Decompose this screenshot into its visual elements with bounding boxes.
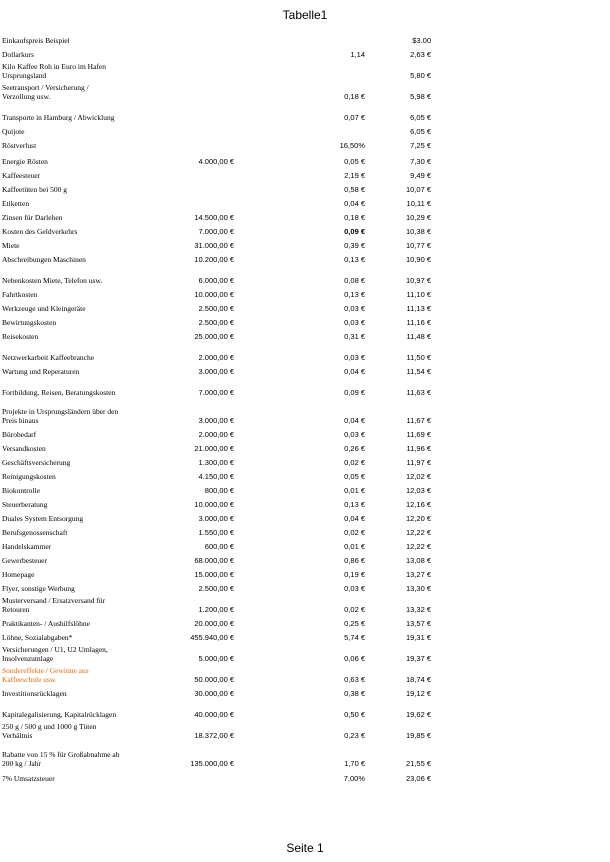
row-per-kilo: 0,04 € <box>344 199 365 208</box>
row-amount: 600,00 € <box>204 542 234 551</box>
row-running-total: 11,96 € <box>406 444 431 453</box>
row-label: Bewirtungskosten <box>2 317 57 327</box>
row-per-kilo: 0,18 € <box>344 213 365 222</box>
table-row <box>0 124 610 138</box>
table-row <box>0 700 610 721</box>
table-row <box>0 644 610 665</box>
table-row <box>0 224 610 238</box>
row-running-total: 13,32 € <box>405 605 431 614</box>
row-per-kilo: 0,02 € <box>344 528 365 537</box>
row-running-total: 21,55 € <box>405 759 431 768</box>
table-row <box>0 103 610 124</box>
table-row <box>0 61 610 82</box>
row-amount: 135.000,00 € <box>190 759 234 768</box>
table-row <box>0 252 610 266</box>
row-label: Fahrtkosten <box>2 289 38 299</box>
row-amount: 7.000,00 € <box>198 388 234 397</box>
row-label: Projekte in Ursprungsländern über den Preis hinaus <box>2 407 119 425</box>
row-per-kilo: 0,25 € <box>344 619 365 628</box>
row-label: Energie Rösten <box>2 156 48 166</box>
row-label: Dollarkurs <box>2 49 35 59</box>
row-label: Einkaufspreis Beispiel <box>2 35 70 45</box>
row-per-kilo: 0,09 € <box>344 388 365 397</box>
row-label: Kapitalegalisierung, Kapitalrücklagen <box>2 709 117 719</box>
row-per-kilo: 0,23 € <box>344 731 365 740</box>
row-label: Musterversand / Ersatzversand für Retouren <box>2 596 106 614</box>
row-per-kilo: 0,58 € <box>344 185 365 194</box>
row-amount: 20.000,00 € <box>194 619 234 628</box>
table-row <box>0 595 610 616</box>
row-label: Miete <box>2 240 20 250</box>
row-label: Nebenkosten Miete, Telefon usw. <box>2 275 103 285</box>
row-label: Steuerberatung <box>2 499 48 509</box>
row-running-total: 19,85 € <box>405 731 431 740</box>
row-amount: 2.000,00 € <box>198 430 234 439</box>
row-amount: 40.000,00 € <box>194 710 234 719</box>
row-running-total: 13,08 € <box>405 556 431 565</box>
row-amount: 68.000,00 € <box>194 556 234 565</box>
page-title: Tabelle1 <box>282 8 328 22</box>
row-running-total: 10,11 € <box>406 199 431 208</box>
table-row <box>0 469 610 483</box>
row-running-total: 12,22 € <box>405 542 431 551</box>
row-per-kilo: 0,01 € <box>344 486 365 495</box>
row-per-kilo: 0,18 € <box>344 92 365 101</box>
row-per-kilo: 0,39 € <box>344 241 365 250</box>
row-per-kilo: 0,08 € <box>344 276 365 285</box>
row-amount: 50.000,00 € <box>194 675 234 684</box>
table-row <box>0 210 610 224</box>
row-running-total: 5,98 € <box>410 92 431 101</box>
table-row <box>0 138 610 152</box>
row-running-total: 10,29 € <box>405 213 431 222</box>
row-running-total: 11,13 € <box>406 304 431 313</box>
table-row <box>0 686 610 700</box>
row-amount: 4.150,00 € <box>198 472 234 481</box>
row-label: Duales System Entsorgung <box>2 513 84 523</box>
row-label: Kilo Kaffee Roh in Euro im Hafen Ursprungsland <box>2 62 107 80</box>
row-running-total: 19,12 € <box>405 689 431 698</box>
row-running-total: 11,16 € <box>406 318 431 327</box>
row-running-total: 7,30 € <box>410 157 431 166</box>
table-row <box>0 266 610 287</box>
row-amount: 1.550,00 € <box>198 528 234 537</box>
table-row <box>0 378 610 399</box>
row-running-total: 19,37 € <box>405 654 431 663</box>
row-running-total: 11,67 € <box>406 416 431 425</box>
row-amount: 1.300,00 € <box>198 458 234 467</box>
row-per-kilo: 0,07 € <box>344 113 365 122</box>
row-per-kilo: 5,74 € <box>344 633 365 642</box>
row-running-total: 5,80 € <box>410 71 431 80</box>
row-label: Geschäftsversicherung <box>2 457 71 467</box>
row-amount: 3.000,00 € <box>198 514 234 523</box>
row-label: Berufsgenossenschaft <box>2 527 68 537</box>
row-running-total: 10,77 € <box>405 241 431 250</box>
table-row <box>0 665 610 686</box>
row-running-total: 13,57 € <box>405 619 431 628</box>
table-row <box>0 455 610 469</box>
row-running-total: 6,05 € <box>410 113 431 122</box>
row-running-total: 18,74 € <box>405 675 431 684</box>
row-amount: 10.000,00 € <box>194 290 234 299</box>
table-row <box>0 742 610 770</box>
row-running-total: 7,25 € <box>410 141 431 150</box>
row-running-total: 10,97 € <box>405 276 431 285</box>
row-per-kilo: 0,03 € <box>344 584 365 593</box>
row-label: Etiketten <box>2 198 30 208</box>
table-row <box>0 511 610 525</box>
table-row <box>0 399 610 427</box>
row-per-kilo: 0,63 € <box>344 675 365 684</box>
row-label: Netzwerkarbeit Kaffeebranche <box>2 352 95 362</box>
row-label: Quijote <box>2 126 25 136</box>
row-amount: 25.000,00 € <box>194 332 234 341</box>
row-running-total: 11,63 € <box>406 388 431 397</box>
table-row <box>0 287 610 301</box>
row-amount: 2.500,00 € <box>198 304 234 313</box>
row-per-kilo: 0,19 € <box>344 570 365 579</box>
page-footer: Seite 1 <box>286 841 324 855</box>
cost-table <box>0 33 610 785</box>
row-running-total: 12,20 € <box>405 514 431 523</box>
table-row <box>0 329 610 343</box>
table-row <box>0 33 610 47</box>
row-running-total: 12,02 € <box>405 472 431 481</box>
row-label: Zinsen für Darlehen <box>2 212 63 222</box>
table-row <box>0 196 610 210</box>
table-row <box>0 497 610 511</box>
row-amount: 2.000,00 € <box>198 353 234 362</box>
row-label: Löhne, Sozialabgaben* <box>2 632 73 642</box>
row-running-total: 6,05 € <box>410 127 431 136</box>
row-amount: 31.000,00 € <box>194 241 234 250</box>
row-per-kilo: 0,03 € <box>344 318 365 327</box>
row-per-kilo: 0,04 € <box>344 416 365 425</box>
row-amount: 10.000,00 € <box>194 500 234 509</box>
row-running-total: 12,22 € <box>405 528 431 537</box>
row-amount: 21.000,00 € <box>194 444 234 453</box>
row-running-total: 9,49 € <box>410 171 431 180</box>
row-amount: 6.000,00 € <box>198 276 234 285</box>
row-running-total: 23,06 € <box>405 774 431 783</box>
table-row <box>0 616 610 630</box>
table-row <box>0 721 610 742</box>
row-label: Transporte in Hamburg / Abwicklung <box>2 112 115 122</box>
table-row <box>0 770 610 785</box>
table-row <box>0 553 610 567</box>
row-label: Abschreibungen Maschinen <box>2 254 86 264</box>
table-row <box>0 483 610 497</box>
table-row <box>0 168 610 182</box>
row-label: Kosten des Geldverkehrs <box>2 226 78 236</box>
row-label: Röstverlust <box>2 140 37 150</box>
row-amount: 18.372,00 € <box>194 731 234 740</box>
row-label: Werkzeuge und Kleingeräte <box>2 303 86 313</box>
row-amount: 455.940,00 € <box>190 633 234 642</box>
row-per-kilo: 0,13 € <box>344 255 365 264</box>
row-amount: 3.000,00 € <box>198 416 234 425</box>
row-per-kilo: 0,04 € <box>344 514 365 523</box>
row-running-total: 11,69 € <box>406 430 431 439</box>
row-label: Handelskammer <box>2 541 52 551</box>
row-running-total: 11,10 € <box>406 290 431 299</box>
row-label: Homepage <box>2 569 35 579</box>
row-label: Flyer, sonstige Werbung <box>2 583 75 593</box>
row-amount: 4.000,00 € <box>198 157 234 166</box>
row-amount: 10.200,00 € <box>194 255 234 264</box>
row-per-kilo: 7,00% <box>343 774 365 783</box>
row-per-kilo: 0,26 € <box>344 444 365 453</box>
row-per-kilo: 0,05 € <box>344 472 365 481</box>
table-row <box>0 581 610 595</box>
row-running-total: 11,54 € <box>406 367 431 376</box>
row-amount: 2.500,00 € <box>198 318 234 327</box>
row-per-kilo: 0,50 € <box>344 710 365 719</box>
row-per-kilo: 0,86 € <box>344 556 365 565</box>
row-label: Reisekosten <box>2 331 39 341</box>
row-per-kilo: 0,13 € <box>344 290 365 299</box>
table-row <box>0 567 610 581</box>
row-per-kilo: 2,19 € <box>344 171 365 180</box>
row-label: Praktikanten- / Aushilfslöhne <box>2 618 90 628</box>
table-row <box>0 152 610 168</box>
row-per-kilo: 0,03 € <box>344 353 365 362</box>
row-amount: 800,00 € <box>204 486 234 495</box>
table-row <box>0 525 610 539</box>
row-label: Investitionsrücklagen <box>2 688 67 698</box>
row-amount: 14.500,00 € <box>194 213 234 222</box>
row-per-kilo: 0,01 € <box>344 542 365 551</box>
row-running-total: 12,03 € <box>405 486 431 495</box>
row-running-total: 10,90 € <box>405 255 431 264</box>
table-row <box>0 441 610 455</box>
row-running-total: 10,07 € <box>405 185 431 194</box>
row-running-total: 10,38 € <box>405 227 431 236</box>
table-row <box>0 238 610 252</box>
table-row <box>0 182 610 196</box>
table-row <box>0 343 610 364</box>
row-label: Reinigungskosten <box>2 471 56 481</box>
row-running-total: 13,30 € <box>405 584 431 593</box>
row-label: Sondereffekte / Gewinne aus Kaffeeschule usw. <box>2 666 89 684</box>
row-label: Kaffeetüten bei 500 g <box>2 184 68 194</box>
row-per-kilo: 0,05 € <box>344 157 365 166</box>
row-label: Wartung und Reperaturen <box>2 366 80 376</box>
row-label: Bürobedarf <box>2 429 37 439</box>
table-row <box>0 82 610 103</box>
row-label: Biokontrolle <box>2 485 40 495</box>
row-per-kilo: 1,70 € <box>344 759 365 768</box>
row-per-kilo: 0,38 € <box>344 689 365 698</box>
row-per-kilo: 0,13 € <box>344 500 365 509</box>
table-row <box>0 427 610 441</box>
row-label: Versandkosten <box>2 443 46 453</box>
row-label: Kaffeesteuer <box>2 170 41 180</box>
row-per-kilo: 0,02 € <box>344 458 365 467</box>
table-row <box>0 539 610 553</box>
row-running-total: 19,31 € <box>405 633 431 642</box>
table-row <box>0 47 610 61</box>
row-amount: 5.000,00 € <box>198 654 234 663</box>
row-running-total: 19,62 € <box>405 710 431 719</box>
row-label: Gewerbesteuer <box>2 555 47 565</box>
table-row <box>0 301 610 315</box>
row-running-total: 13,27 € <box>405 570 431 579</box>
row-per-kilo: 0,06 € <box>344 654 365 663</box>
row-per-kilo: 1,14 <box>350 50 365 59</box>
row-amount: 15.000,00 € <box>194 570 234 579</box>
row-per-kilo: 16,50% <box>339 141 365 150</box>
table-row <box>0 364 610 378</box>
row-per-kilo: 0,02 € <box>344 605 365 614</box>
row-amount: 30.000,00 € <box>194 689 234 698</box>
row-label: Fortbildung, Reisen, Beratungskosten <box>2 387 116 397</box>
row-running-total: 12,16 € <box>405 500 431 509</box>
table-row <box>0 630 610 644</box>
row-running-total: $3.00 <box>412 36 431 45</box>
row-running-total: 11,48 € <box>406 332 431 341</box>
row-label: Rabatte von 15 % für Großabnahme ab 200 kg / Jahr <box>2 750 120 768</box>
row-label: 7% Umsatzsteuer <box>2 773 55 783</box>
row-per-kilo: 0,03 € <box>344 304 365 313</box>
row-label: 250 g / 500 g und 1000 g Tüten Verhältnis <box>2 722 97 740</box>
table-row <box>0 315 610 329</box>
row-per-kilo: 0,09 € <box>344 227 365 236</box>
row-per-kilo: 0,03 € <box>344 430 365 439</box>
row-running-total: 11,50 € <box>406 353 431 362</box>
row-amount: 1.200,00 € <box>198 605 234 614</box>
row-amount: 3.000,00 € <box>198 367 234 376</box>
row-per-kilo: 0,31 € <box>344 332 365 341</box>
row-running-total: 2,63 € <box>410 50 431 59</box>
row-running-total: 11,97 € <box>406 458 431 467</box>
row-amount: 7.000,00 € <box>198 227 234 236</box>
row-label: Versicherungen / U1, U2 Umlagen, Insolvenzumlage <box>2 645 108 663</box>
row-amount: 2.500,00 € <box>198 584 234 593</box>
row-label: Seetransport / Versicherung / Verzollung usw. <box>2 83 89 101</box>
row-per-kilo: 0,04 € <box>344 367 365 376</box>
